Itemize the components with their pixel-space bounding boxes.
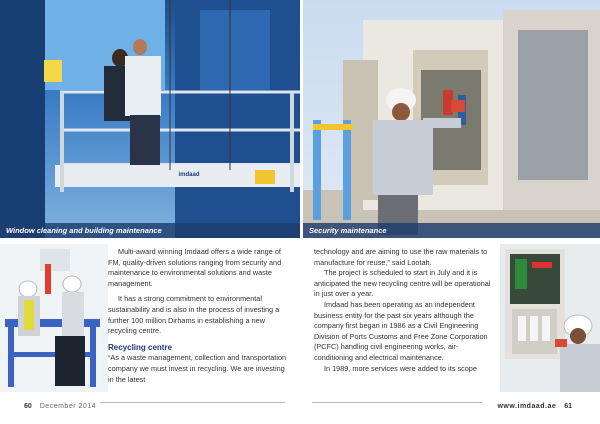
security-maintenance-photo [303, 0, 600, 238]
footer-left [24, 400, 96, 414]
window-cleaning-illustration [0, 0, 300, 238]
security-maintenance-illustration [303, 0, 600, 238]
lift-worker-photo [0, 244, 108, 392]
left-paragraph-2: It has a strong commitment to environmental sustainability and is also in the process of investing a further 100 million Dirhams in establishing a new recycling centre. [108, 294, 280, 336]
right-page-number: 61 [564, 403, 572, 410]
left-paragraph-1: Multi-award winning Imdaad offers a wide range of FM, quality-driven solutions ranging from security and maintenance to environmental solutions and waste management. [108, 247, 282, 288]
right-paragraph-2: The project is scheduled to start in July and it is anticipated the new recycling centre will be operational in just over a year. [314, 268, 491, 299]
website-url: www.imdaad.ae [497, 403, 557, 410]
left-text-column [108, 247, 288, 385]
issue-date: December 2014 [39, 403, 97, 410]
right-paragraph-3: Imdaad has been operating as an independent business entity for the past six years although the company first began in 1986 as a Civil Engineering Division of Ports Customs and Free Zone Corporation (PCFC) handling civil engineering works, air-conditioning and electrical maintenance. [314, 299, 488, 362]
right-paragraph-1: technology and are aiming to use the raw materials to manufacture for reuse,” said Lootah. [314, 247, 488, 267]
recycling-centre-heading: Recycling centre [108, 342, 173, 352]
left-page-number: 60 [24, 403, 32, 410]
footer-rule-right [312, 402, 482, 403]
caption-security-maintenance: Security maintenance [303, 223, 600, 238]
footer-rule-left [100, 402, 285, 403]
right-text-column [314, 247, 496, 374]
electrical-panel-illustration [500, 244, 600, 392]
right-paragraph-4: In 1989, more services were added to its scope [324, 363, 477, 373]
imdaad-logo: imdaad [178, 172, 200, 178]
window-cleaning-photo [0, 0, 300, 238]
lift-worker-illustration [0, 244, 108, 392]
footer-right [497, 400, 572, 414]
electrical-panel-photo [500, 244, 600, 392]
left-paragraph-3: “As a waste management, collection and transportation company we must invest in recycling. We are investing in the latest [108, 353, 287, 384]
caption-window-cleaning: Window cleaning and building maintenance [0, 223, 300, 238]
